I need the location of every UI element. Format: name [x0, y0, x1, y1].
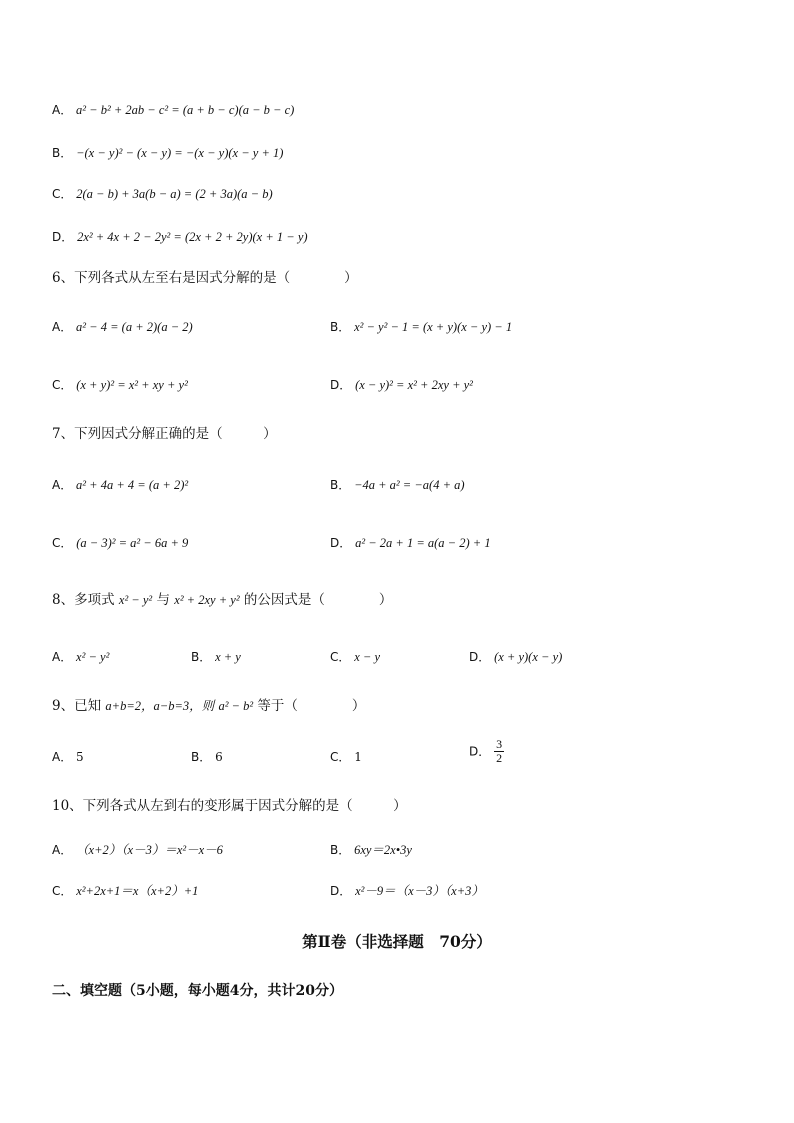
q8-option-d: D． (x + y)(x − y) [469, 650, 563, 664]
q6-option-c: C． (x + y)² = x² + xy + y² [52, 378, 188, 392]
q9-option-c: C． 1 [330, 750, 362, 764]
q5-option-c: C． 2(a − b) + 3a(b − a) = (2 + 3a)(a − b) [52, 187, 273, 201]
q7-option-c: C． (a − 3)² = a² − 6a + 9 [52, 536, 189, 550]
q7-option-d: D． a² − 2a + 1 = a(a − 2) + 1 [330, 536, 491, 550]
q10-option-c: C． x²+2x+1＝x（x+2）+1 [52, 884, 199, 898]
q5-option-b: B． −(x − y)² − (x − y) = −(x − y)(x − y + 1) [52, 146, 284, 160]
q9-option-a: A． 5 [52, 750, 84, 764]
q9-option-d: D． $\frac{3}{2}$ [469, 737, 503, 765]
q6-option-d: D． (x − y)² = x² + 2xy + y² [330, 378, 473, 392]
q10-option-d: D． x²－9＝（x－3）（x+3） [330, 884, 484, 898]
q7-option-a: A． a² + 4a + 4 = (a + 2)² [52, 478, 189, 492]
q10-option-a: A． （x+2）（x－3）＝x²－x－6 [52, 843, 223, 857]
fraction: $\frac{3}{2}$ [496, 737, 503, 765]
q10-stem: 10、下列各式从左到右的变形属于因式分解的是（ ） [52, 798, 407, 814]
q9-option-b: B． 6 [191, 750, 223, 764]
q5-option-a: A． a² − b² + 2ab − c² = (a + b − c)(a − b − c) [52, 103, 295, 117]
q8-option-c: C． x − y [330, 650, 380, 664]
q6-option-b: B． x² − y² − 1 = (x + y)(x − y) − 1 [330, 320, 513, 334]
q8-option-b: B． x + y [191, 650, 241, 664]
q6-option-a: A． a² − 4 = (a + 2)(a − 2) [52, 320, 193, 334]
section-subtitle: 二、填空题（5小题，每小题4分，共计20分） [52, 983, 343, 999]
q7-option-b: B． −4a + a² = −a(4 + a) [330, 478, 465, 492]
q10-option-b: B． 6xy＝2x•3y [330, 843, 412, 857]
q8-option-a: A． x² − y² [52, 650, 110, 664]
q9-stem: 9、已知 a+b=2，a−b=3，则 a² − b² 等于（ ） [52, 698, 366, 714]
q6-stem: 6、下列各式从左至右是因式分解的是（ ） [52, 270, 358, 286]
q8-stem: 8、多项式 x² − y² 与 x² + 2xy + y² 的公因式是（ ） [52, 592, 393, 608]
section-title: 第Ⅱ卷（非选择题 70分） [302, 932, 492, 951]
q7-stem: 7、下列因式分解正确的是（ ） [52, 426, 277, 442]
q5-option-d: D． 2x² + 4x + 2 − 2y² = (2x + 2 + 2y)(x + 1 − y) [52, 230, 308, 244]
